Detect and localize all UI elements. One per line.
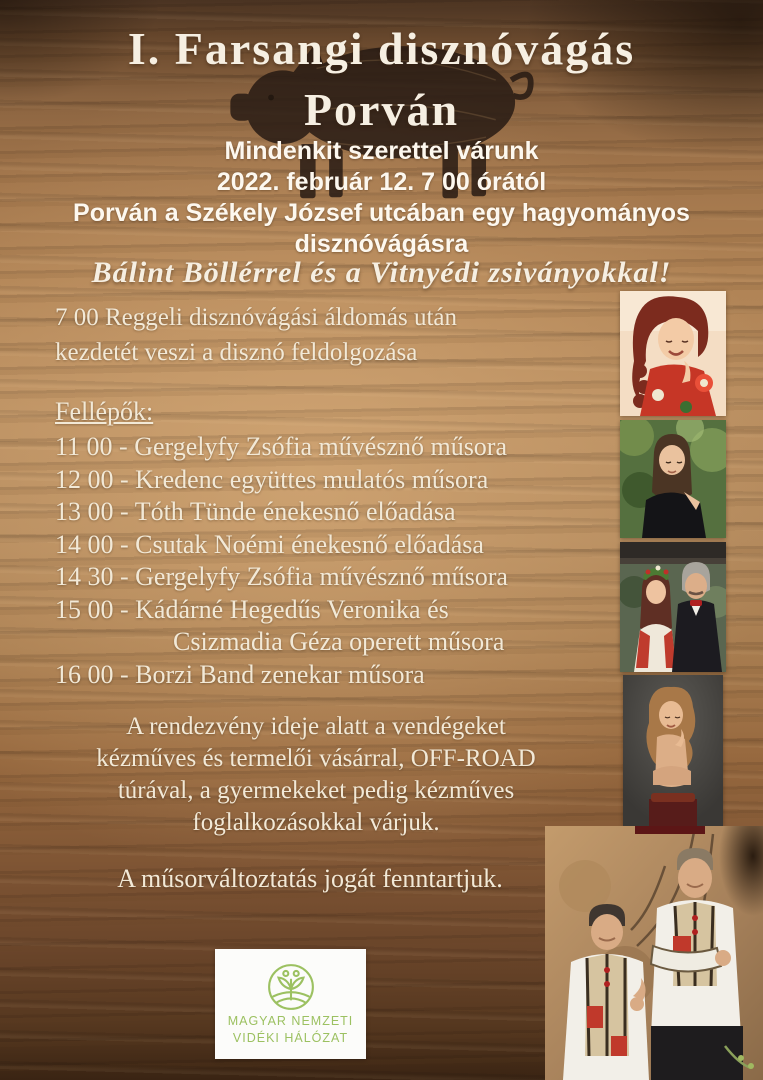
performer-photo-3 [620, 542, 726, 672]
info-line2: kézműves és termelői vásárral, OFF-ROAD [96, 745, 536, 772]
lineup-item: 12 00 - Kredenc együttes mulatós műsora [55, 464, 489, 494]
poster-title-line2: Porván [303, 84, 460, 135]
lineup-item: 15 00 - Kádárné Hegedűs Veronika és [55, 594, 449, 624]
subtitle-location: Porván a Székely József utcában egy hagyományos [73, 199, 690, 227]
performer-duo-photo [545, 826, 763, 1080]
disclaimer-text: A műsorváltoztatás jogát fenntartjuk. [117, 864, 503, 893]
performer-photo-1 [620, 291, 726, 416]
performer-photo-2 [620, 420, 726, 538]
info-line4: foglalkozásokkal várjuk. [192, 809, 440, 836]
sponsor-logo [215, 949, 366, 1059]
poster-title-line1: I. Farsangi disznóvágás [127, 23, 636, 74]
subtitle-welcome: Mindenkit szerettel várunk [224, 137, 539, 165]
lineup-list [55, 431, 508, 691]
subtitle-event: disznóvágásra [294, 230, 469, 258]
lineup-item: 14 00 - Csutak Noémi énekesnő előadása [55, 529, 484, 559]
intro-paragraph [55, 300, 457, 370]
lineup-item: 11 00 - Gergelyfy Zsófia művésznő műsora [55, 432, 508, 461]
logo-text-line1: MAGYAR NEMZETI [227, 1014, 354, 1028]
info-line3: túrával, a gyermekeket pedig kézműves [117, 777, 515, 804]
subtitle-date: 2022. február 12. 7 00 órától [216, 168, 547, 196]
tagline: Bálint Böllérrel és a Vitnyédi zsiványokkal! [91, 256, 672, 289]
intro-line1: 7 00 Reggeli disznóvágási áldomás után [55, 304, 458, 331]
info-paragraph [6, 711, 626, 839]
intro-line2: kezdetét veszi a disznó feldolgozása [55, 339, 418, 366]
performer-photo-4 [623, 675, 723, 826]
plant-emblem-icon [266, 962, 316, 1012]
lineup-item: 16 00 - Borzi Band zenekar műsora [55, 659, 425, 689]
logo-text-line2: VIDÉKI HÁLÓZAT [232, 1031, 349, 1045]
lineup-item-continuation: Csizmadia Géza operett műsora [173, 627, 505, 656]
lineup-item: 13 00 - Tóth Tünde énekesnő előadása [55, 497, 456, 526]
info-line1: A rendezvény ideje alatt a vendégeket [126, 713, 506, 740]
lineup-item: 14 30 - Gergelyfy Zsófia művésznő műsora [55, 562, 508, 591]
lineup-heading: Fellépők: [55, 397, 154, 426]
